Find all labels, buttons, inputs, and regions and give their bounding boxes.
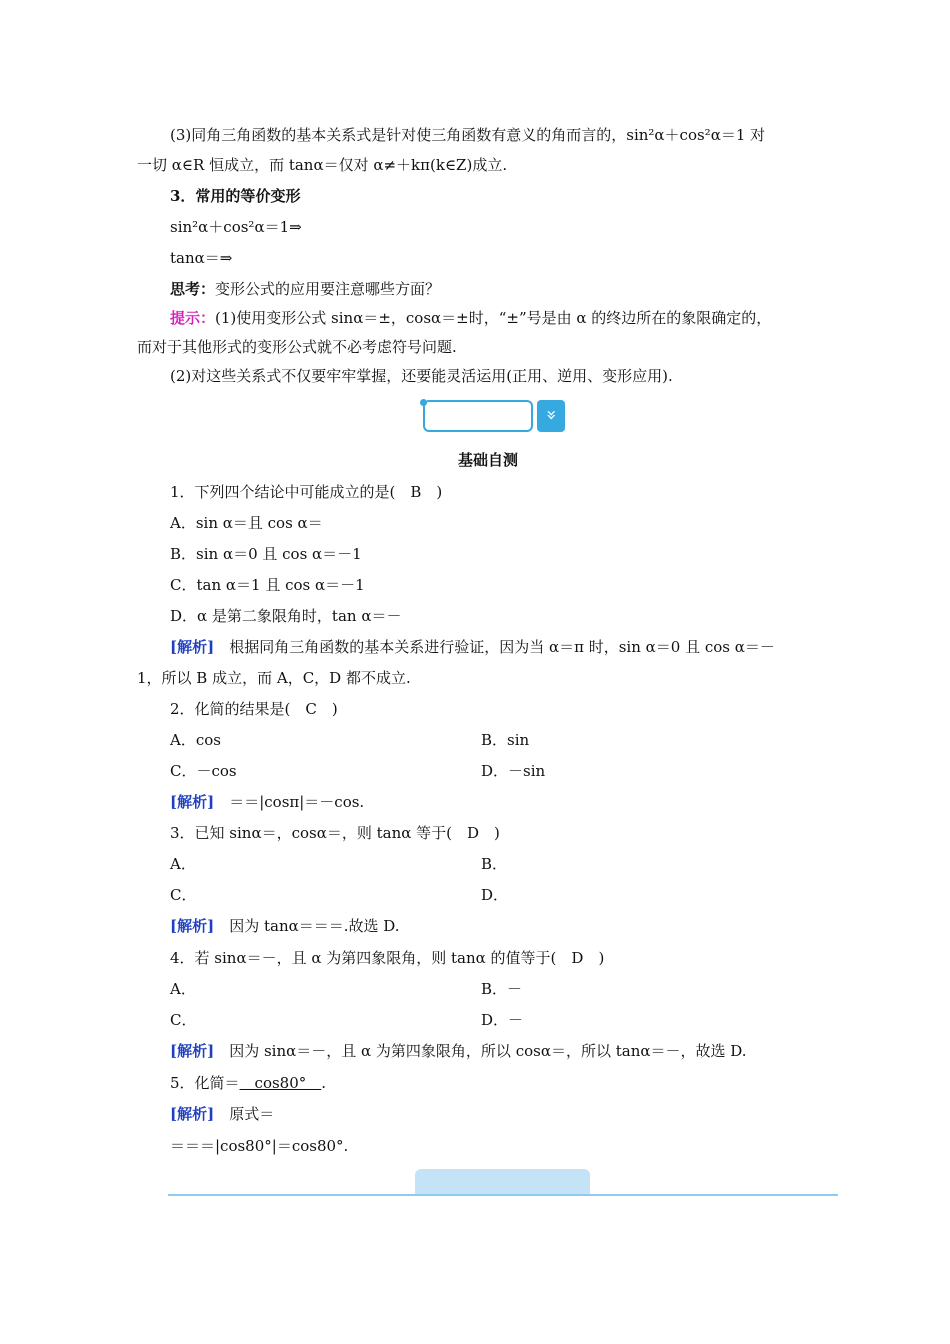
think-text: 变形公式的应用要注意哪些方面？ xyxy=(215,280,441,298)
q2-option-a: A．cos xyxy=(170,731,221,749)
q5-answer-blank: cos80° xyxy=(239,1074,322,1092)
hint-label: 提示： xyxy=(170,309,216,327)
q3-option-b: B． xyxy=(481,855,508,873)
q2-solution xyxy=(170,792,364,812)
formula-tangent: tanα＝⇒ xyxy=(170,249,233,267)
q1-solution-line-1 xyxy=(170,637,775,657)
q1-solution-line-2: 1，所以 B 成立，而 A，C，D 都不成立. xyxy=(137,669,411,687)
think-question xyxy=(170,279,440,299)
solution-tag: [解析] xyxy=(170,638,215,656)
q5-solution-line-1 xyxy=(170,1104,274,1124)
solution-tag: [解析] xyxy=(170,917,215,935)
q4-solution xyxy=(170,1041,747,1061)
q1-option-d: D．α 是第二象限角时，tan α＝－ xyxy=(170,607,402,625)
section-3-heading: 3．常用的等价变形 xyxy=(170,187,301,205)
q3-stem: 3．已知 sinα＝，cosα＝，则 tanα 等于( D ) xyxy=(170,824,500,842)
q5-solution-text-1: 原式＝ xyxy=(214,1105,275,1123)
q4-stem: 4．若 sinα＝－，且 α 为第四象限角，则 tanα 的值等于( D ) xyxy=(170,949,605,967)
q4-solution-text: 因为 sinα＝－，且 α 为第四象限角，所以 cosα＝，所以 tanα＝－，故选 D. xyxy=(214,1042,747,1060)
paragraph-3-line-1: (3)同角三角函数的基本关系式是针对使三角函数有意义的角而言的，sin²α＋cos²α＝1 对 xyxy=(170,126,766,144)
q1-solution-text-1: 根据同角三角函数的基本关系进行验证，因为当 α＝π 时，sin α＝0 且 cos α＝－ xyxy=(214,638,775,656)
footer-tab xyxy=(415,1169,590,1195)
q3-solution-text: 因为 tanα＝＝＝.故选 D. xyxy=(214,917,400,935)
q3-option-c: C． xyxy=(170,886,197,904)
q3-option-d: D． xyxy=(481,886,509,904)
q2-option-d: D．－sin xyxy=(481,762,546,780)
q5-stem-suffix: . xyxy=(321,1074,327,1092)
q1-option-b: B．sin α＝0 且 cos α＝－1 xyxy=(170,545,362,563)
q1-option-a: A．sin α＝且 cos α＝ xyxy=(170,514,323,532)
q4-option-b: B．－ xyxy=(481,980,523,998)
q2-solution-text: ＝＝|cosπ|＝－cos. xyxy=(214,793,365,811)
q3-solution xyxy=(170,916,400,936)
think-label: 思考： xyxy=(170,280,216,298)
q2-stem: 2．化简的结果是( C ) xyxy=(170,700,338,718)
q1-stem: 1．下列四个结论中可能成立的是( B ) xyxy=(170,483,443,501)
q1-option-c: C．tan α＝1 且 cos α＝－1 xyxy=(170,576,365,594)
hint-text-1: (1)使用变形公式 sinα＝±，cosα＝±时，“±”号是由 α 的终边所在的象限确定的， xyxy=(215,309,772,327)
chevron-down-icon: » xyxy=(537,400,565,432)
q5-stem-prefix: 5．化简＝ xyxy=(170,1074,240,1092)
q4-option-d: D．－ xyxy=(481,1011,524,1029)
q3-option-a: A． xyxy=(170,855,196,873)
hint-line-1 xyxy=(170,308,771,328)
q4-option-c: C． xyxy=(170,1011,197,1029)
paragraph-3-line-2: 一切 α∈R 恒成立，而 tanα＝仅对 α≠＋kπ(k∈Z)成立. xyxy=(137,156,508,174)
solution-tag: [解析] xyxy=(170,1042,215,1060)
q2-option-b: B．sin xyxy=(481,731,530,749)
section-title: 基础自测 xyxy=(458,451,519,469)
q5-solution-line-2: ＝＝＝|cos80°|＝cos80°. xyxy=(170,1137,349,1155)
hint-line-3: (2)对这些关系式不仅要牢牢掌握，还要能灵活运用(正用、逆用、变形应用). xyxy=(170,367,673,385)
hint-line-2: 而对于其他形式的变形公式就不必考虑符号问题. xyxy=(137,338,457,356)
q5-stem xyxy=(170,1073,326,1093)
footer-divider xyxy=(168,1194,838,1196)
section-banner xyxy=(423,400,533,432)
formula-identity: sin²α＋cos²α＝1⇒ xyxy=(170,218,302,236)
solution-tag: [解析] xyxy=(170,793,215,811)
q2-option-c: C．－cos xyxy=(170,762,237,780)
solution-tag: [解析] xyxy=(170,1105,215,1123)
q4-option-a: A． xyxy=(170,980,196,998)
